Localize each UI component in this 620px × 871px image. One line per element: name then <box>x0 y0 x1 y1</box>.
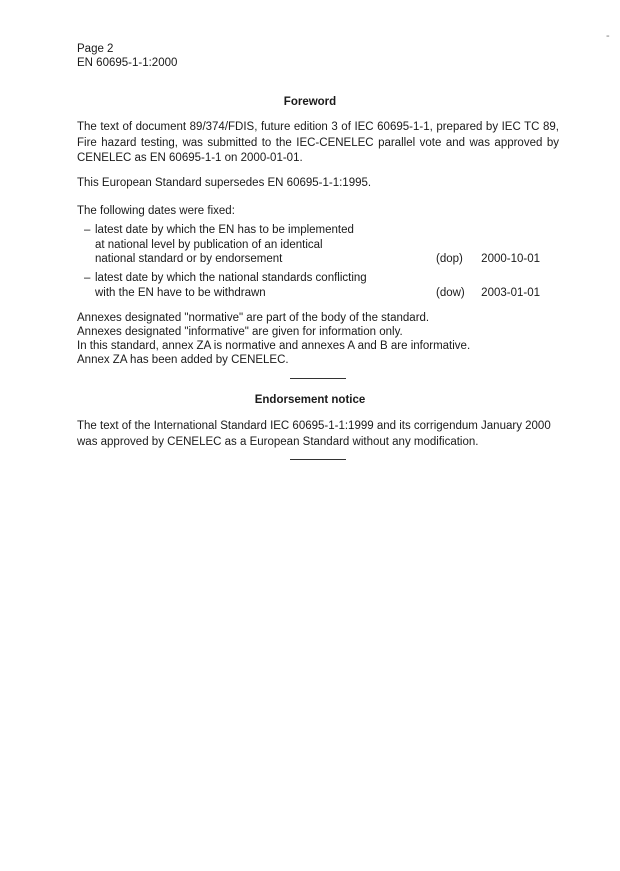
document-id: EN 60695-1-1:2000 <box>77 57 178 69</box>
date-item-dow <box>84 271 540 300</box>
date-code: (dow) <box>436 287 465 299</box>
date-item-line: latest date by which the national standards conflicting <box>95 272 367 284</box>
annex-line: In this standard, annex ZA is normative and annexes A and B are informative. <box>77 340 471 352</box>
list-bullet: – <box>84 272 91 284</box>
list-bullet: – <box>84 224 91 236</box>
date-item-dop <box>84 223 540 267</box>
date-code: (dop) <box>436 253 463 265</box>
date-item-text <box>95 223 425 267</box>
annex-notes <box>77 311 559 367</box>
foreword-heading: Foreword <box>283 96 337 108</box>
endorsement-heading: Endorsement notice <box>254 394 366 406</box>
date-value: 2000-10-01 <box>481 253 540 265</box>
date-item-line: with the EN have to be withdrawn <box>95 286 266 299</box>
dates-intro: The following dates were fixed: <box>77 205 235 217</box>
annex-line: Annexes designated "informative" are given for information only. <box>77 326 403 338</box>
date-value: 2003-01-01 <box>481 287 540 299</box>
annex-line: Annexes designated "normative" are part of the body of the standard. <box>77 312 430 324</box>
section-divider <box>290 459 346 460</box>
supersedes-paragraph: This European Standard supersedes EN 60695-1-1:1995. <box>77 177 372 189</box>
foreword-intro-paragraph: The text of document 89/374/FDIS, future edition 3 of IEC 60695-1-1, prepared by IEC TC 89, Fire hazard testing, was submitted to the IEC-CENELEC parallel vote and was approved by CENELEC as EN 60695-1-1 on 2000-01-01. <box>77 121 559 164</box>
section-divider <box>290 378 346 379</box>
page-header <box>77 42 177 70</box>
date-item-text <box>95 271 425 300</box>
annex-line: Annex ZA has been added by CENELEC. <box>77 354 289 366</box>
corner-mark: - <box>606 30 610 42</box>
endorsement-paragraph: The text of the International Standard IEC 60695-1-1:1999 and its corrigendum January 2000 was approved by CENELEC as a European Standard without any modification. <box>77 420 551 448</box>
date-item-line: latest date by which the EN has to be implemented <box>95 224 354 236</box>
date-item-line: at national level by publication of an identical <box>95 238 323 251</box>
page-number: Page 2 <box>77 43 114 55</box>
date-item-line: national standard or by endorsement <box>95 253 283 265</box>
